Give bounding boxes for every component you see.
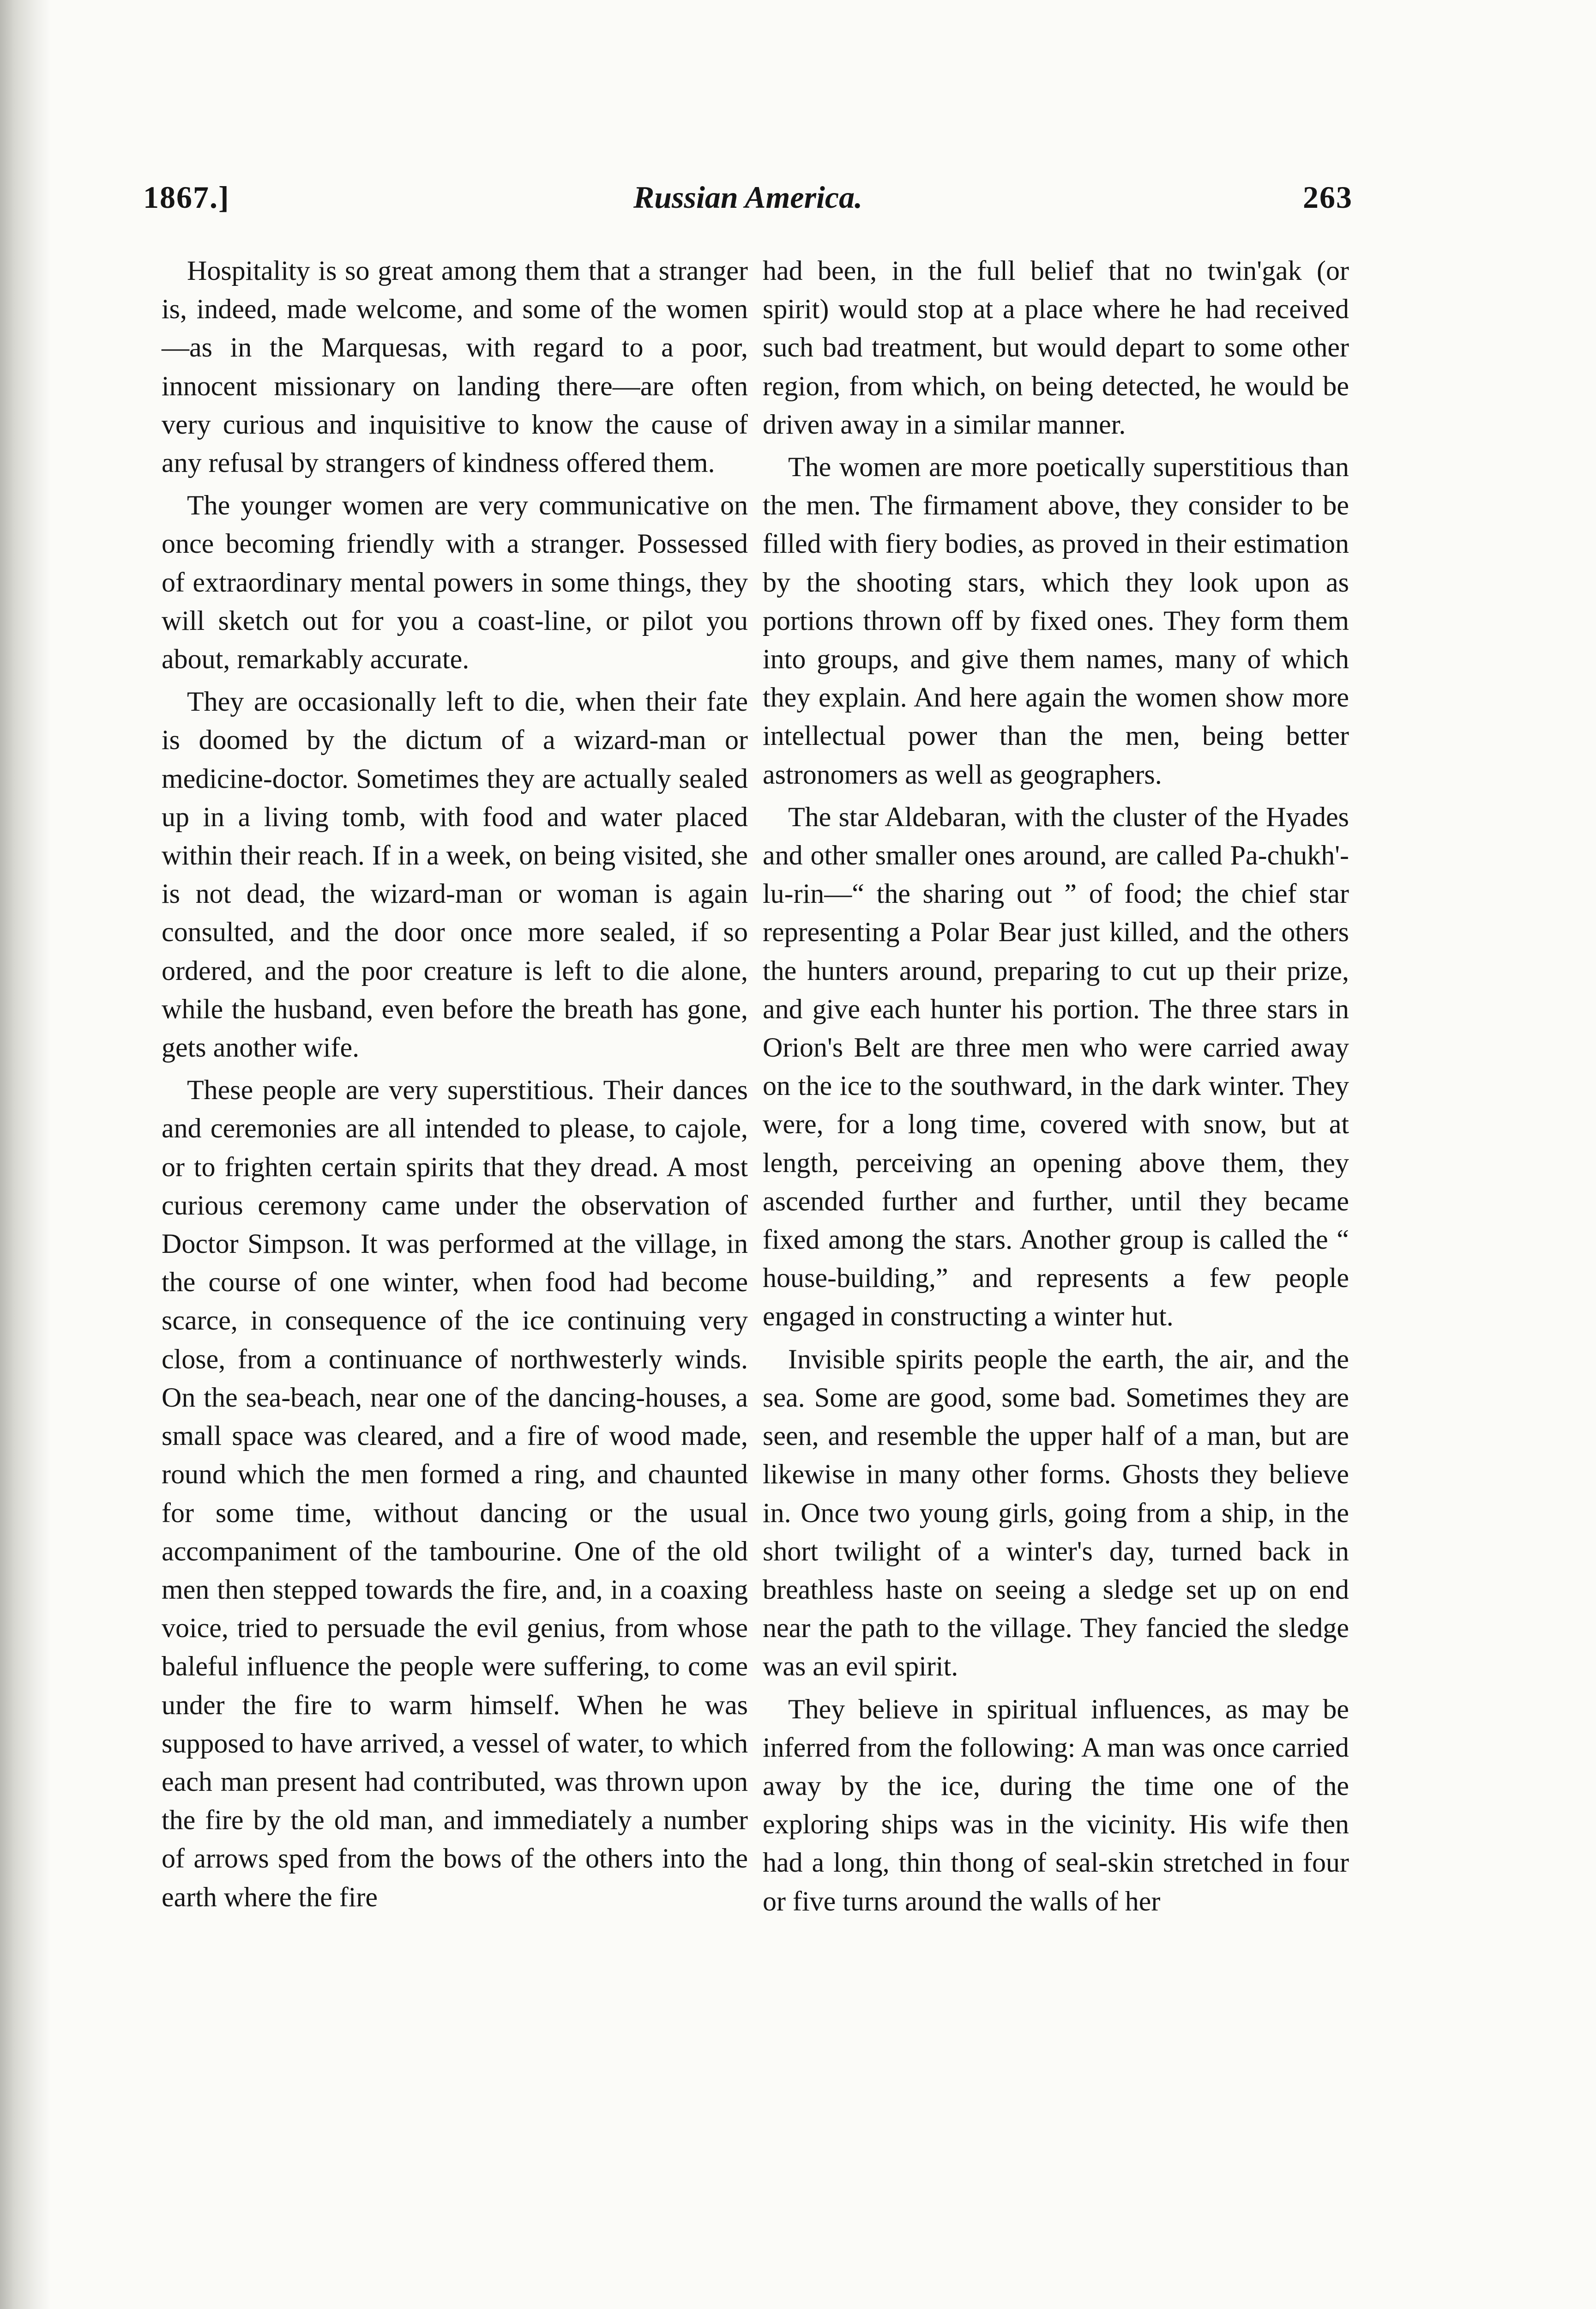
paragraph: They are occasionally left to die, when their fate is doomed by the dictum of a wizard-man or medicine-doctor. Sometimes they are actually sealed up in a living tomb, with food and water placed within their reach. If in a week, on being visited, she is not dead, the wizard-man or woman is again consulted, and the door once more sealed, if so ordered, and the poor creature is left to die alone, while the husband, even before the breath has gone, gets another wife. <box>162 686 748 1063</box>
paragraph: The women are more poetically superstitious than the men. The firmament above, they consider to be filled with fiery bodies, as proved in their estimation by the shooting stars, which they look upon as portions thrown off by fixed ones. They form them into groups, and give them names, many of which they explain. And here again the women show more intellectual power than the men, being better astronomers as well as geographers. <box>763 452 1349 790</box>
running-header <box>143 179 1353 230</box>
header-title: Russian America. <box>633 180 863 215</box>
left-column <box>162 252 748 1916</box>
paragraph-continued: had been, in the full belief that no twin'gak (or spirit) would stop at a place where he had received such bad treatment, but would depart to some other region, from which, on being detected, he would be driven away in a similar manner. <box>763 255 1349 440</box>
right-column <box>763 252 1349 1921</box>
paragraph: These people are very superstitious. Their dances and ceremonies are all intended to please, to cajole, or to frighten certain spirits that they dread. A most curious ceremony came under the observation of Doctor Simpson. It was performed at the village, in the course of one winter, when food had become scarce, in consequence of the ice continuing very close, from a continuance of northwesterly winds. On the sea-beach, near one of the dancing-houses, a small space was cleared, and a fire of wood made, round which the men formed a ring, and chaunted for some time, without dancing or the usual accompaniment of the tambourine. One of the old men then stepped towards the fire, and, in a coaxing voice, tried to persuade the evil genius, from whose baleful influence the people were suffering, to come under the fire to warm himself. When he was supposed to have arrived, a vessel of water, to which each man present had contributed, was thrown upon the fire by the old man, and immediately a number of arrows sped from the bows of the others into the earth where the fire <box>162 1075 748 1912</box>
header-year: 1867.] <box>143 180 230 215</box>
page-number: 263 <box>1303 180 1353 215</box>
binding-gutter-shadow <box>0 0 51 2309</box>
paragraph: Invisible spirits people the earth, the air, and the sea. Some are good, some bad. Sometimes they are seen, and resemble the upper half of a man, but are likewise in many other forms. Ghosts they believe in. Once two young girls, going from a ship, in the short twilight of a winter's day, turned back in breathless haste on seeing a sledge set up on end near the path to the village. They fancied the sledge was an evil spirit. <box>763 1343 1349 1682</box>
paragraph: Hospitality is so great among them that a stranger is, indeed, made welcome, and some of the women—as in the Marquesas, with regard to a poor, innocent missionary on landing there—are often very curious and inquisitive to know the cause of any refusal by strangers of kindness offered them. <box>162 255 748 478</box>
paragraph: They believe in spiritual influences, as may be inferred from the following: A man was once carried away by the ice, during the time one of the exploring ships was in the vicinity. His wife then had a long, thin thong of seal-skin stretched in four or five turns around the walls of her <box>763 1693 1349 1916</box>
paragraph: The younger women are very communicative on once becoming friendly with a stranger. Possessed of extraordinary mental powers in some things, they will sketch out for you a coast-line, or pilot you about, remarkably accurate. <box>162 490 748 675</box>
paragraph: The star Aldebaran, with the cluster of the Hyades and other smaller ones around, are called Pa-chukh'-lu-rin—“ the sharing out ” of food; the chief star representing a Polar Bear just killed, and the others the hunters around, preparing to cut up their prize, and give each hunter his portion. The three stars in Orion's Belt are three men who were carried away on the ice to the southward, in the dark winter. They were, for a long time, covered with snow, but at length, perceiving an opening above them, they ascended further and further, until they became fixed among the stars. Another group is called the “ house-building,” and represents a few people engaged in constructing a winter hut. <box>763 801 1349 1332</box>
